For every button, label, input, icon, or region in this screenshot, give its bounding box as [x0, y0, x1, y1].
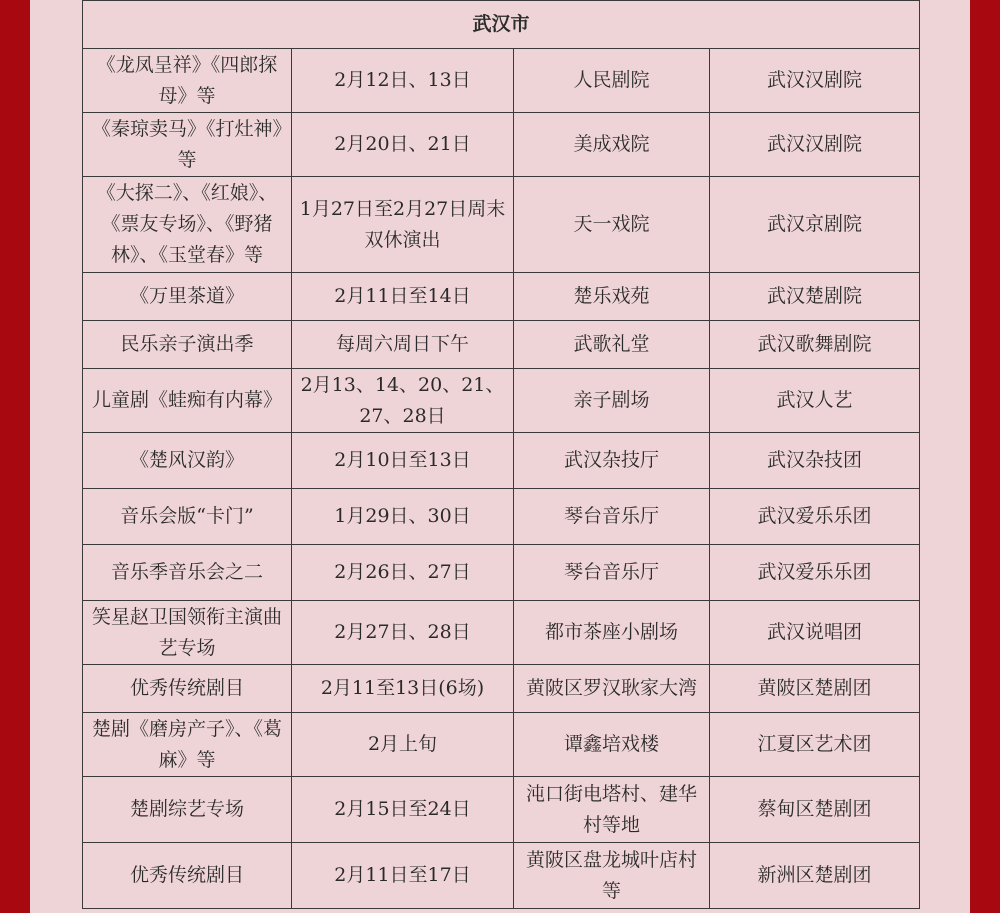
table-row: [83, 713, 920, 777]
troupe-cell: 武汉人艺: [710, 369, 920, 433]
troupe-cell: 武汉汉剧院: [710, 49, 920, 113]
program-cell: 《龙凤呈祥》《四郎探母》等: [83, 49, 292, 113]
date-cell: 2月11至13日(6场): [292, 665, 514, 713]
date-cell: 2月11日至14日: [292, 273, 514, 321]
table-row: [83, 433, 920, 489]
city-name: 武汉市: [83, 1, 920, 49]
venue-cell: 人民剧院: [514, 49, 710, 113]
table-row: [83, 49, 920, 113]
troupe-cell: 武汉京剧院: [710, 177, 920, 273]
program-cell: 笑星赵卫国领衔主演曲艺专场: [83, 601, 292, 665]
venue-cell: 黄陂区盘龙城叶店村等: [514, 843, 710, 909]
troupe-cell: 黄陂区楚剧团: [710, 665, 920, 713]
troupe-cell: 江夏区艺术团: [710, 713, 920, 777]
table-row: [83, 843, 920, 909]
venue-cell: 亲子剧场: [514, 369, 710, 433]
program-cell: 音乐季音乐会之二: [83, 545, 292, 601]
program-cell: 民乐亲子演出季: [83, 321, 292, 369]
table-row: [83, 273, 920, 321]
troupe-cell: 武汉歌舞剧院: [710, 321, 920, 369]
venue-cell: 沌口街电塔村、建华村等地: [514, 777, 710, 843]
table-row: [83, 177, 920, 273]
date-cell: 每周六周日下午: [292, 321, 514, 369]
date-cell: 1月29日、30日: [292, 489, 514, 545]
program-cell: 优秀传统剧目: [83, 843, 292, 909]
troupe-cell: 武汉汉剧院: [710, 113, 920, 177]
city-header-row: [83, 1, 920, 49]
table-row: [83, 665, 920, 713]
troupe-cell: 武汉爱乐乐团: [710, 489, 920, 545]
troupe-cell: 武汉爱乐乐团: [710, 545, 920, 601]
troupe-cell: 武汉说唱团: [710, 601, 920, 665]
table-row: [83, 601, 920, 665]
troupe-cell: 蔡甸区楚剧团: [710, 777, 920, 843]
table-row: [83, 489, 920, 545]
troupe-cell: 新洲区楚剧团: [710, 843, 920, 909]
table-row: [83, 777, 920, 843]
table-row: [83, 369, 920, 433]
date-cell: 2月11日至17日: [292, 843, 514, 909]
program-cell: 儿童剧《蛙痴有内幕》: [83, 369, 292, 433]
venue-cell: 楚乐戏苑: [514, 273, 710, 321]
venue-cell: 武歌礼堂: [514, 321, 710, 369]
performance-schedule-table: [82, 0, 920, 909]
date-cell: 2月27日、28日: [292, 601, 514, 665]
venue-cell: 武汉杂技厅: [514, 433, 710, 489]
venue-cell: 黄陂区罗汉耿家大湾: [514, 665, 710, 713]
venue-cell: 美成戏院: [514, 113, 710, 177]
venue-cell: 琴台音乐厅: [514, 545, 710, 601]
table-row: [83, 113, 920, 177]
date-cell: 2月20日、21日: [292, 113, 514, 177]
date-cell: 2月上旬: [292, 713, 514, 777]
program-cell: 《大探二》、《红娘》、《票友专场》、《野猪林》、《玉堂春》等: [83, 177, 292, 273]
program-cell: 楚剧《磨房产子》、《葛麻》等: [83, 713, 292, 777]
date-cell: 2月12日、13日: [292, 49, 514, 113]
table-row: [83, 545, 920, 601]
program-cell: 《万里茶道》: [83, 273, 292, 321]
date-cell: 2月26日、27日: [292, 545, 514, 601]
troupe-cell: 武汉杂技团: [710, 433, 920, 489]
troupe-cell: 武汉楚剧院: [710, 273, 920, 321]
table-row: [83, 321, 920, 369]
date-cell: 2月15日至24日: [292, 777, 514, 843]
date-cell: 1月27日至2月27日周末双休演出: [292, 177, 514, 273]
date-cell: 2月10日至13日: [292, 433, 514, 489]
venue-cell: 都市茶座小剧场: [514, 601, 710, 665]
program-cell: 《楚风汉韵》: [83, 433, 292, 489]
program-cell: 优秀传统剧目: [83, 665, 292, 713]
venue-cell: 谭鑫培戏楼: [514, 713, 710, 777]
program-cell: 《秦琼卖马》《打灶神》等: [83, 113, 292, 177]
venue-cell: 琴台音乐厅: [514, 489, 710, 545]
date-cell: 2月13、14、20、21、27、28日: [292, 369, 514, 433]
venue-cell: 天一戏院: [514, 177, 710, 273]
program-cell: 楚剧综艺专场: [83, 777, 292, 843]
program-cell: 音乐会版“卡门”: [83, 489, 292, 545]
